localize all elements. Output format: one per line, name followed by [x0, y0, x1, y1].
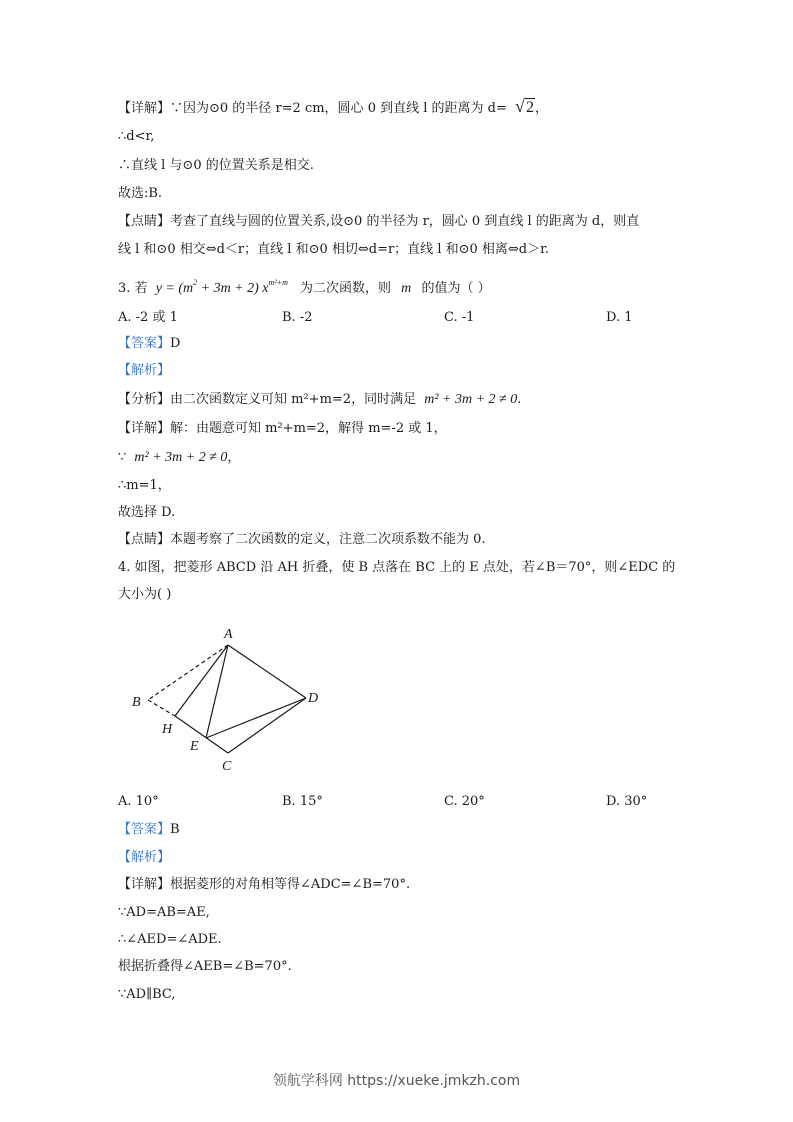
q3-option-c: C. -1	[444, 310, 475, 325]
tag-point: 【点睛】	[118, 214, 171, 229]
footer-watermark: 领航学科网 https://xueke.jmkzh.com	[272, 1073, 521, 1089]
question-3: 3. 若 $y = (m^2 + 3m + 2)$ $x^{m^2+m}$ 为二次函数，则 m 的值为（ ）	[118, 278, 491, 296]
line-choose-2: 故选择 D.	[118, 505, 176, 520]
line-detail-2: 【详解】解：由题意可知 m²+m=2，解得 m=-2 或 1，	[118, 421, 447, 436]
edge-hc	[175, 716, 228, 753]
q4-option-a: A. 10°	[118, 794, 159, 809]
q3-option-a: A. -2 或 1	[118, 310, 178, 325]
q3-option-b: B. -2	[282, 310, 313, 325]
tag-fenxi: 【分析】	[118, 392, 171, 407]
q4-option-b: B. 15°	[282, 794, 323, 809]
label-a: A	[224, 627, 233, 642]
label-e: E	[190, 739, 199, 754]
line-solution-1: 【详解】根据菱形的对角相等得∠ADC=∠B=70°.	[118, 877, 411, 892]
tag-detail-3: 【详解】	[118, 877, 171, 892]
tag-detail-2: 【详解】	[118, 421, 171, 436]
line-choose-1: 故选:B.	[118, 186, 163, 201]
line-solution-4: 根据折叠得∠AEB=∠B=70°.	[118, 959, 292, 974]
tag-answer-2: 【答案】	[118, 822, 171, 837]
q3-option-d: D. 1	[606, 310, 633, 325]
line-conclusion-1: ∴d<r,	[118, 129, 155, 144]
answer-3: 【答案】D	[118, 336, 181, 351]
line-point-1: 【点睛】考查了直线与圆的位置关系,设⊙0 的半径为 r，圆心 0 到直线 l 的距离为 d，则直	[118, 214, 640, 229]
label-c: C	[222, 759, 232, 774]
tag-analysis-2: 【解析】	[118, 850, 171, 865]
tag-point-2: 【点睛】	[118, 532, 171, 547]
answer-4: 【答案】B	[118, 822, 180, 837]
tag-answer: 【答案】	[118, 336, 171, 351]
edge-ab	[148, 645, 228, 700]
label-b: B	[132, 695, 141, 710]
line-point-2: 线 l 和⊙0 相交⇔d＜r；直线 l 和⊙0 相切⇔d=r；直线 l 和⊙0 相离⇔d＞r.	[118, 242, 550, 257]
line-therefore: ∴m=1，	[118, 478, 171, 493]
q4-option-d: D. 30°	[606, 794, 648, 809]
label-h: H	[162, 722, 173, 737]
line-solution-2: ∵AD=AB=AE,	[118, 905, 210, 920]
edge-cd	[228, 698, 306, 753]
line-conclusion-2: ∴直线 l 与⊙0 的位置关系是相交.	[118, 158, 314, 173]
line-analysis: 【分析】由二次函数定义可知 m²+m=2，同时满足 m² + 3m + 2 ≠ 0.	[118, 392, 522, 407]
line-solution-5: ∵AD∥BC,	[118, 987, 176, 1002]
line-point-3: 【点睛】本题考察了二次函数的定义，注意二次项系数不能为 0.	[118, 532, 486, 547]
question-4-line-1: 4. 如图，把菱形 ABCD 沿 AH 折叠，使 B 点落在 BC 上的 E 点处，若∠B＝70°，则∠EDC 的	[118, 560, 676, 575]
tag-detail: 【详解】	[118, 101, 171, 116]
line-solution-3: ∴∠AED=∠ADE.	[118, 932, 222, 947]
rhombus-figure	[118, 618, 338, 778]
line-because: ∵ m² + 3m + 2 ≠ 0，	[118, 450, 241, 465]
edge-ad	[228, 645, 306, 698]
question-4-line-2: 大小为( )	[118, 587, 172, 602]
edge-ed	[206, 698, 306, 738]
line-detail-1: 【详解】∵因为⊙0 的半径 r=2 cm，圆心 0 到直线 l 的距离为 d= √ 2，	[118, 96, 549, 116]
edge-bh	[148, 700, 175, 716]
sqrt-2: √ 2	[515, 96, 535, 116]
label-d: D	[308, 691, 319, 706]
tag-analysis: 【解析】	[118, 363, 171, 378]
q3-formula: $y = (m^2 + 3m + 2)$ $x^{m^2+m}$	[155, 278, 288, 296]
q4-option-c: C. 20°	[444, 794, 485, 809]
